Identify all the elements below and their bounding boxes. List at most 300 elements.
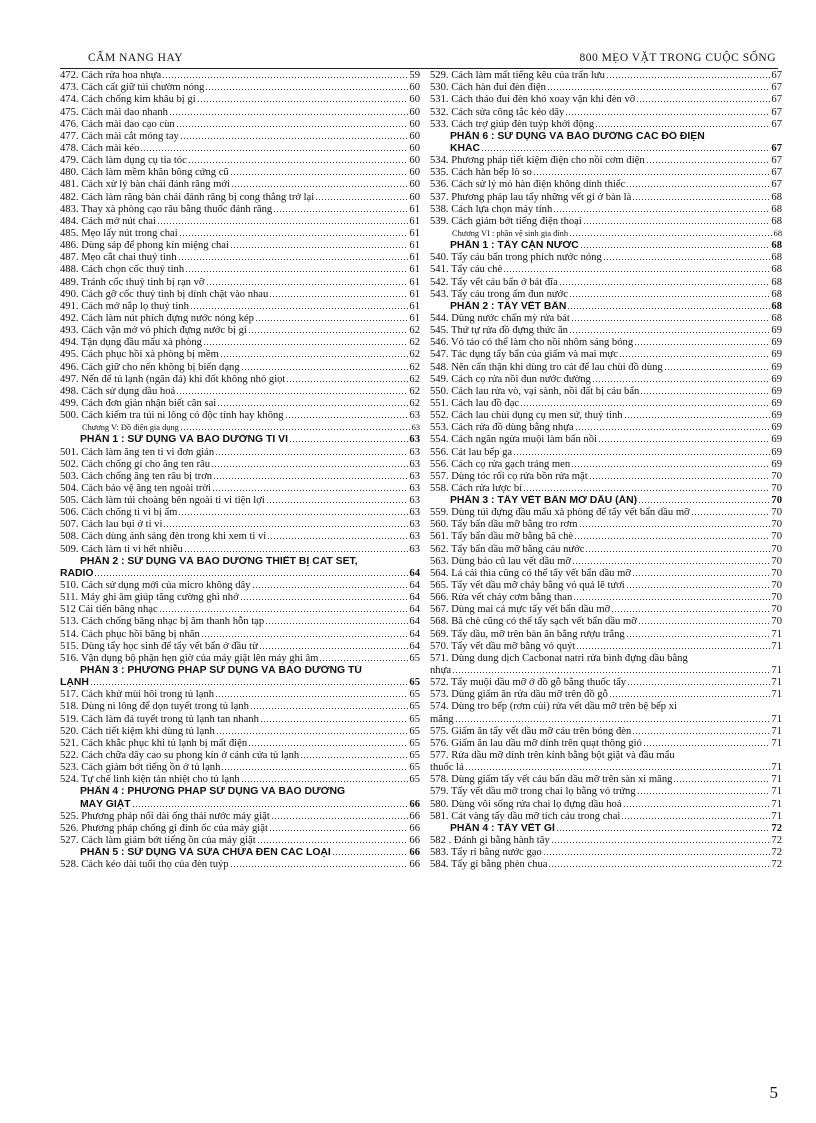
toc-entry	[430, 106, 782, 118]
toc-entry	[430, 434, 782, 446]
toc-entry-page: 60	[409, 106, 420, 118]
toc-entry	[430, 446, 782, 458]
toc-entry-page: 65	[409, 737, 420, 749]
toc-entry	[430, 726, 782, 738]
toc-entry	[430, 762, 782, 774]
toc-entry-page: 64	[409, 567, 420, 579]
toc-entry-title: 549. Cách cọ rửa nồi đun nước đường	[430, 373, 591, 385]
toc-entry	[430, 677, 782, 689]
toc-left-column	[60, 70, 420, 871]
toc-entry-page: 70	[771, 592, 782, 604]
toc-entry-page: 64	[409, 592, 420, 604]
toc-entry-title: 503. Cách chống ăng ten râu bị trơn	[60, 470, 213, 482]
toc-entry-title: 528. Cách kéo dài tuổi thọ của đèn tuýp	[60, 859, 229, 871]
dot-leader	[179, 234, 409, 237]
toc-entry-title: 575. Giấm ăn tẩy vết dầu mỡ cáu trên bóng đèn	[430, 725, 632, 737]
toc-entry	[430, 847, 782, 859]
toc-entry-page: 62	[409, 373, 420, 385]
dot-leader	[569, 295, 770, 298]
toc-entry-page: 63	[409, 470, 420, 482]
dot-leader	[213, 477, 408, 480]
toc-entry-title: 551. Cách lau đồ đạc	[430, 397, 520, 409]
toc-entry	[430, 325, 782, 337]
toc-entry-page: 65	[409, 689, 420, 701]
toc-entry-title: PHẦN 1 : TẨY CẶN NƯỚC	[450, 240, 579, 252]
toc-entry	[430, 483, 782, 495]
toc-entry	[60, 70, 420, 82]
toc-entry-title: 563. Dùng báo cũ lau vết dầu mỡ	[430, 555, 571, 567]
toc-section-heading	[60, 434, 420, 446]
toc-entry-page: 67	[771, 70, 782, 82]
toc-entry-page: 66	[409, 810, 420, 822]
dot-leader	[212, 489, 408, 492]
dot-leader	[230, 865, 409, 868]
toc-entry-title: 497. Nến để tủ lạnh (ngăn đá) khi đốt không nhỏ giọt	[60, 373, 286, 385]
toc-entry-title: 550. Cách lau rửa vò, vại sành, nồi đất bị cáu bẩn	[430, 385, 640, 397]
toc-entry-page: 61	[409, 252, 420, 264]
toc-section-heading	[430, 143, 782, 155]
dot-leader	[176, 392, 408, 395]
toc-entry-page: 69	[771, 434, 782, 446]
toc-entry	[430, 568, 782, 580]
toc-entry-page: 60	[409, 142, 420, 154]
toc-entry-page: 68	[771, 264, 782, 276]
toc-entry-title: 557. Dùng tóc rối cọ rửa bồn rửa mặt	[430, 470, 588, 482]
toc-entry	[60, 82, 420, 94]
toc-entry-title: 570. Tẩy vết dầu mỡ bằng vỏ quýt	[430, 640, 576, 652]
dot-leader	[573, 598, 770, 601]
dot-leader	[626, 635, 771, 638]
toc-entry-page: 68	[773, 228, 782, 238]
toc-entry-page: 61	[409, 215, 420, 227]
toc-entry	[60, 483, 420, 495]
toc-entry	[60, 349, 420, 361]
toc-entry-title: 473. Cách cất giữ túi chườm nóng	[60, 82, 205, 94]
dot-leader	[289, 440, 408, 443]
toc-entry	[430, 155, 782, 167]
toc-entry-page: 67	[771, 118, 782, 130]
toc-entry-page: 69	[771, 410, 782, 422]
toc-entry-title: 541. Tẩy cáu chè	[430, 264, 503, 276]
toc-entry	[60, 155, 420, 167]
toc-entry-title: PHẦN 3 : PHƯƠNG PHÁP SỬ DỤNG VÀ BẢO DƯỠNG TỦ	[80, 665, 362, 677]
dot-leader	[580, 246, 771, 249]
toc-entry-title: 567. Dùng mai cá mực tẩy vết bẩn dầu mỡ	[430, 604, 611, 616]
toc-entry-page: 61	[409, 276, 420, 288]
dot-leader	[576, 647, 770, 650]
dot-leader	[241, 368, 409, 371]
toc-entry-title: 566. Rửa vết cháy cơm bằng than	[430, 592, 573, 604]
toc-entry-title: 498. Cách sử dụng dầu hoả	[60, 385, 176, 397]
toc-entry-page: 69	[771, 361, 782, 373]
toc-entry-page: 62	[409, 349, 420, 361]
dot-leader	[571, 319, 771, 322]
toc-entry-page: 63	[409, 519, 420, 531]
dot-leader	[691, 513, 771, 516]
toc-entry-title: 553. Cách rửa đồ dùng bằng nhựa	[430, 422, 574, 434]
toc-entry-page: 65	[409, 774, 420, 786]
toc-entry-title: 501. Cách làm ăng ten ti vi đơn giản	[60, 446, 215, 458]
toc-entry	[60, 580, 420, 592]
toc-entry-page: 63	[409, 434, 420, 446]
toc-entry	[60, 325, 420, 337]
toc-entry	[60, 774, 420, 786]
toc-section-heading	[60, 847, 420, 859]
toc-entry	[430, 580, 782, 592]
toc-entry-title: 519. Cách làm đá tuyết trong tủ lạnh tan nhanh	[60, 713, 259, 725]
dot-leader	[621, 817, 770, 820]
dot-leader	[637, 792, 771, 795]
toc-entry-page: 61	[409, 240, 420, 252]
toc-entry	[430, 738, 782, 750]
dot-leader	[248, 331, 409, 334]
toc-entry-title: 507. Cách lau bụi ở ti vi	[60, 519, 163, 531]
toc-entry-title: 472. Cách rửa hoa nhựa	[60, 70, 162, 82]
dot-leader	[265, 622, 408, 625]
toc-entry-title: 560. Tẩy bẩn dầu mỡ bằng tro rơm	[430, 519, 578, 531]
toc-entry-page: 70	[771, 580, 782, 592]
dot-leader	[598, 440, 770, 443]
toc-entry	[60, 641, 420, 653]
toc-entry	[430, 94, 782, 106]
toc-entry-page: 60	[409, 191, 420, 203]
dot-leader	[611, 610, 770, 613]
toc-entry-page: 70	[771, 543, 782, 555]
toc-entry-title: 518. Dùng ni lông để dọn tuyết trong tủ lạnh	[60, 701, 249, 713]
toc-entry-title: 502. Cách chống gỉ cho ăng ten râu	[60, 458, 211, 470]
toc-entry	[60, 143, 420, 155]
toc-entry	[60, 386, 420, 398]
dot-leader	[646, 161, 771, 164]
toc-entry-title: 580. Dùng vôi sống rửa chai lọ đựng dầu hoả	[430, 798, 622, 810]
dot-leader	[643, 744, 771, 747]
toc-entry-page: 71	[771, 810, 782, 822]
dot-leader	[553, 210, 770, 213]
toc-entry-page: 67	[771, 155, 782, 167]
toc-entry-title: 513. Cách chống băng nhạc bị âm thanh hỗn tạp	[60, 616, 265, 628]
toc-entry-title: 552. Cách lau chùi dụng cụ men sứ, thuỷ tinh	[430, 410, 623, 422]
toc-entry-title: 530. Cách hàn đui đèn điện	[430, 82, 546, 94]
toc-entry-title: 474. Cách chống kim khâu bị gỉ	[60, 94, 196, 106]
toc-entry-page: 70	[771, 482, 782, 494]
toc-entry-title: 558. Cách rửa lược bí	[430, 482, 523, 494]
toc-entry	[60, 374, 420, 386]
toc-entry-title: 531. Cách tháo đui đèn khó xoay vặn khi đèn vỡ	[430, 94, 636, 106]
toc-entry-title: 505. Cách làm túi choàng bên ngoài ti vi tiện lợi	[60, 495, 265, 507]
toc-entry-page: 71	[771, 786, 782, 798]
dot-leader	[583, 222, 771, 225]
toc-entry	[60, 167, 420, 179]
toc-entry-page: 60	[409, 179, 420, 191]
toc-entry	[430, 410, 782, 422]
toc-entry-page: 60	[409, 167, 420, 179]
toc-entry-page: 64	[409, 616, 420, 628]
toc-entry-page: 70	[771, 531, 782, 543]
toc-entry-title: 554. Cách ngăn ngừa muội làm bẩn nồi	[430, 434, 597, 446]
toc-entry	[60, 507, 420, 519]
toc-entry	[430, 276, 782, 288]
toc-entry	[60, 119, 420, 131]
toc-entry-page: 64	[409, 640, 420, 652]
dot-leader	[565, 113, 770, 116]
toc-entry-title: 486. Dùng sáp để phong kín miệng chai	[60, 240, 229, 252]
toc-entry-page: 64	[409, 628, 420, 640]
toc-entry-page: 71	[771, 713, 782, 725]
dot-leader	[634, 343, 770, 346]
dot-leader	[180, 137, 409, 140]
toc-entry-title: 485. Mẹo lấy nút trong chai	[60, 227, 178, 239]
toc-entry	[60, 738, 420, 750]
dot-leader	[638, 622, 771, 625]
dot-leader	[259, 647, 409, 650]
toc-entry-title: 535. Cách hàn bếp lò so	[430, 167, 532, 179]
toc-entry-title: 487. Mẹo cắt chai thuỷ tinh	[60, 252, 177, 264]
toc-entry-title: 512 Cải tiến băng nhạc	[60, 604, 158, 616]
toc-entry	[60, 94, 420, 106]
toc-entry-page: 61	[409, 312, 420, 324]
toc-entry-title: 477. Cách mài cắt móng tay	[60, 130, 179, 142]
toc-section-heading	[60, 677, 420, 689]
toc-section-heading	[430, 823, 782, 835]
toc-entry-title: 478. Cách mài kéo	[60, 142, 140, 154]
toc-entry-page: 66	[409, 847, 420, 859]
toc-entry-page: 63	[409, 495, 420, 507]
toc-entry-page: 62	[409, 337, 420, 349]
toc-entry	[60, 240, 420, 252]
dot-leader	[481, 149, 770, 152]
dot-leader	[465, 768, 771, 771]
toc-entry-title: 481. Cách xử lý bàn chải đánh răng mới	[60, 179, 230, 191]
dot-leader	[626, 586, 771, 589]
toc-entry-page: 63	[411, 423, 420, 433]
toc-entry-title: 494. Tận dụng đầu mẩu xà phòng	[60, 337, 202, 349]
toc-entry-title: 525. Phương pháp nối dài ống thải nước máy giặt	[60, 810, 270, 822]
dot-leader	[569, 331, 770, 334]
header-book-title: CẨM NANG HAY	[88, 52, 184, 64]
toc-entry	[60, 543, 420, 555]
dot-leader	[205, 88, 408, 91]
toc-entry-page: 71	[771, 689, 782, 701]
toc-entry-title: 483. Thay xà phòng cạo râu bằng thuốc đánh răng	[60, 203, 273, 215]
toc-entry-page: 66	[409, 798, 420, 810]
toc-entry-title: 579. Tẩy vết dầu mỡ trong chai lọ bằng vỏ trứng	[430, 786, 636, 798]
toc-entry-page: 62	[409, 397, 420, 409]
dot-leader	[140, 149, 408, 152]
toc-entry-title: 561. Tẩy bẩn dầu mỡ bằng bã chè	[430, 531, 574, 543]
toc-entry	[430, 82, 782, 94]
toc-entry	[430, 459, 782, 471]
toc-entry	[60, 726, 420, 738]
toc-entry-page: 69	[771, 325, 782, 337]
toc-entry-title: 504. Cách bảo vệ ăng ten ngoài trời	[60, 482, 211, 494]
dot-leader	[216, 732, 409, 735]
toc-entry-title: 515. Dùng tẩy học sinh để tẩy vết bẩn ở đầu từ	[60, 640, 258, 652]
toc-entry-title: 574. Dùng tro bếp (rơm củi) rửa vết dầu mỡ trên bệ bếp xi	[430, 701, 677, 713]
dot-leader	[571, 465, 770, 468]
toc-entry	[430, 264, 782, 276]
dot-leader	[159, 610, 409, 613]
toc-entry-page: 71	[771, 725, 782, 737]
toc-entry	[430, 167, 782, 179]
toc-entry-title: PHẦN 5 : SỬ DỤNG VÀ SỬA CHỮA ĐÈN CÁC LOẠI	[80, 847, 331, 859]
toc-chapter-heading	[60, 422, 420, 434]
dot-leader	[547, 88, 770, 91]
toc-entry-page: 69	[771, 385, 782, 397]
dot-leader	[203, 343, 408, 346]
toc-entry-title: 490. Cách gỡ cốc thuỷ tinh bị dính chặt vào nhau	[60, 288, 269, 300]
toc-entry-page: 70	[771, 567, 782, 579]
dot-leader	[257, 841, 409, 844]
toc-entry-page: 67	[771, 179, 782, 191]
toc-entry	[430, 798, 782, 810]
dot-leader	[632, 574, 770, 577]
toc-entry-page: 71	[771, 798, 782, 810]
toc-entry-title: 484. Cách mở nút chai	[60, 215, 156, 227]
toc-entry	[430, 349, 782, 361]
toc-entry-title: 476. Cách mài dao cạo cùn	[60, 118, 175, 130]
toc-entry-title: Chương V: Đồ điện gia dụng	[82, 423, 179, 433]
toc-entry-title: 533. Cách trợ giúp đèn tuýp khởi động	[430, 118, 595, 130]
toc-entry-page: 68	[771, 312, 782, 324]
toc-entry-title: 542. Tẩy vết cáu bẩn ở bát đĩa	[430, 276, 558, 288]
toc-entry-page: 69	[771, 458, 782, 470]
toc-entry	[430, 191, 782, 203]
toc-entry-page: 69	[771, 373, 782, 385]
toc-entry-title: 584. Tẩy gỉ bằng phèn chua	[430, 859, 548, 871]
toc-entry-page: 63	[409, 458, 420, 470]
toc-entry	[60, 701, 420, 713]
toc-entry-title: Chương VI : phần vệ sinh gia đình	[452, 228, 569, 238]
toc-entry	[60, 592, 420, 604]
toc-entry-title: 480. Cách làm mềm khăn bông cứng cũ	[60, 167, 229, 179]
toc-entry-page: 70	[771, 507, 782, 519]
dot-leader	[94, 574, 408, 577]
dot-leader	[589, 477, 771, 480]
toc-entry-page: 59	[409, 70, 420, 82]
dot-leader	[267, 537, 408, 540]
toc-entry-page: 69	[771, 397, 782, 409]
toc-entry-page: 68	[771, 215, 782, 227]
dot-leader	[520, 404, 770, 407]
toc-section-heading	[430, 495, 782, 507]
toc-entry-page: 71	[771, 762, 782, 774]
toc-entry-title: 565. Tẩy vết dầu mỡ cháy bằng vỏ quả lê tươi	[430, 580, 625, 592]
toc-entry-page: 61	[409, 227, 420, 239]
dot-leader	[157, 222, 408, 225]
dot-leader	[197, 100, 409, 103]
toc-entry-page: 72	[771, 847, 782, 859]
dot-leader	[548, 865, 770, 868]
dot-leader	[215, 453, 408, 456]
dot-leader	[190, 307, 409, 310]
toc-entry-page: 62	[409, 325, 420, 337]
dot-leader	[286, 380, 408, 383]
toc-entry-title: 492. Cách làm nút phích đựng nước nóng kép	[60, 312, 254, 324]
toc-entry-title: 517. Cách khử mùi hôi trong tủ lạnh	[60, 689, 215, 701]
toc-entry-page: 65	[409, 762, 420, 774]
toc-entry	[430, 713, 782, 725]
dot-leader	[609, 695, 771, 698]
toc-entry-page: 69	[771, 422, 782, 434]
toc-entry-title: 527. Cách làm giảm bớt tiếng ồn của máy giặt	[60, 835, 256, 846]
toc-entry	[430, 119, 782, 131]
dot-leader	[513, 453, 770, 456]
toc-entry	[60, 835, 420, 847]
toc-section-heading	[60, 568, 420, 580]
toc-entry-title: 529. Cách làm mất tiếng kêu của trấn lưu	[430, 70, 605, 82]
dot-leader	[217, 404, 408, 407]
toc-entry-title: 508. Cách dùng ánh sáng đèn trong khi xem ti vi	[60, 531, 267, 543]
toc-entry-page: 65	[409, 750, 420, 762]
toc-entry-title: 511. Máy ghi âm giúp tăng cường ghi nhớ	[60, 592, 239, 604]
dot-leader	[188, 161, 409, 164]
toc-entry-page: 65	[409, 725, 420, 737]
toc-entry	[60, 616, 420, 628]
toc-entry-title: 545. Thứ tự rửa đồ đựng thức ăn	[430, 325, 568, 337]
dot-leader	[592, 380, 771, 383]
toc-entry-title: 509. Cách làm ti vi hết nhiễu	[60, 543, 183, 555]
toc-entry-page: 70	[771, 555, 782, 567]
dot-leader	[626, 185, 770, 188]
toc-entry-title: 523. Cách giảm bớt tiếng ồn ở tủ lạnh	[60, 762, 221, 774]
toc-entry-title: 573. Dùng giấm ăn rửa dầu mỡ trên đồ gỗ	[430, 689, 608, 701]
toc-entry-page: 72	[771, 859, 782, 871]
toc-entry	[430, 665, 782, 677]
toc-entry	[430, 604, 782, 616]
toc-entry-page: 69	[771, 446, 782, 458]
toc-entry-title: PHẦN 2 : TẨY VẾT BẨN	[450, 300, 567, 312]
dot-leader	[574, 537, 770, 540]
toc-entry-title: 493. Cách vặn mở vỏ phích đựng nước bị gỉ	[60, 325, 247, 337]
toc-entry	[60, 519, 420, 531]
toc-section-heading	[60, 798, 420, 810]
dot-leader	[332, 853, 409, 856]
dot-leader	[632, 198, 770, 201]
toc-entry-title: 479. Cách làm dụng cụ tỉa tóc	[60, 155, 187, 167]
dot-leader	[559, 283, 771, 286]
dot-leader	[163, 525, 408, 528]
dot-leader	[250, 707, 409, 710]
toc-entry	[430, 811, 782, 823]
toc-entry	[60, 653, 420, 665]
dot-leader	[230, 246, 409, 249]
toc-entry-title: KHÁC	[450, 142, 481, 154]
toc-entry-page: 65	[409, 713, 420, 725]
dot-leader	[132, 805, 409, 808]
dot-leader	[533, 173, 771, 176]
toc-entry-page: 70	[771, 495, 782, 507]
dot-leader	[176, 125, 409, 128]
toc-entry	[430, 398, 782, 410]
toc-entry-title: 539. Cách giảm bớt tiếng điện thoại	[430, 215, 582, 227]
dot-leader	[523, 489, 770, 492]
toc-entry-page: 65	[409, 652, 420, 664]
toc-entry-title: 572. Tẩy muội dầu mỡ ở đồ gỗ bằng thuốc tẩy	[430, 677, 627, 689]
toc-entry	[430, 374, 782, 386]
toc-entry-page: 61	[409, 288, 420, 300]
toc-entry-page: 67	[771, 94, 782, 106]
toc-entry	[430, 628, 782, 640]
dot-leader	[273, 210, 408, 213]
toc-entry	[60, 628, 420, 640]
toc-entry-page: 65	[409, 677, 420, 689]
toc-entry-page: 64	[409, 580, 420, 592]
toc-entry-title: 546. Vỏ táo có thể làm cho nồi nhôm sáng bóng	[430, 337, 634, 349]
toc-entry-title: nhựa	[430, 665, 452, 677]
toc-entry	[60, 191, 420, 203]
toc-entry-page: 71	[771, 774, 782, 786]
toc-entry-page: 67	[771, 142, 782, 154]
